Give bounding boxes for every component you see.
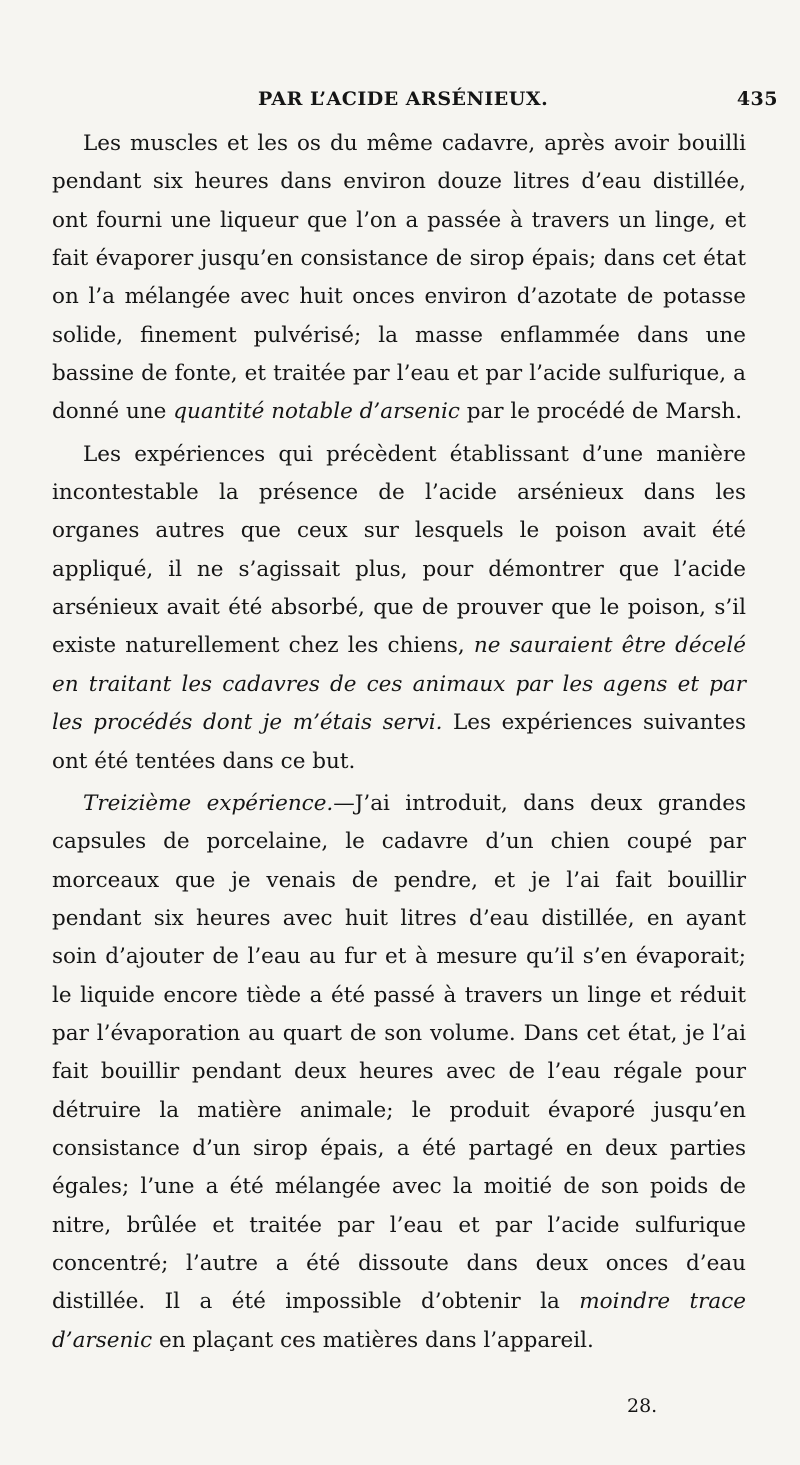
- running-head: [58, 88, 778, 118]
- paragraph-muscles: Les muscles et les os du même cadavre, après avoir bouilli pendant six heures dans environ douze litres d’eau distillée, ont fourni une liqueur que l’on a passée à travers un linge, et fait évaporer jusqu’en consistance de sirop épais; dans cet état on l’a mélangée avec huit onces environ d’azotate de potasse solide, finement pulvérisé; la masse enflammée dans une bassine de fonte, et traitée par l’eau et par l’acide sulfurique, a donné une quantité notable d’arsenic par le procédé de Marsh.: [52, 131, 746, 425]
- italic-phrase: ne sauraient être décelé en traitant les cadavres de ces animaux par les agens et par les procédés dont je m’étais servi.: [52, 633, 747, 736]
- page-number: 435: [736, 88, 778, 110]
- signature-mark: 28.: [627, 1395, 658, 1417]
- italic-phrase: quantité notable d’arsenic: [173, 399, 460, 425]
- paragraph-experiences: Les expériences qui précèdent établissant d’une manière incontestable la présence de l’acide arsénieux dans les organes autres que ceux sur lesquels le poison avait été appliqué, il ne s’agissait plus, pour démontrer que l’acide arsénieux avait été absorbé, que de prouver que le poison, s’il existe naturellement chez les chiens, ne sauraient être décelé en traitant les cadavres de ces animaux par les agens et par les procédés dont je m’étais servi. Les expériences suivantes ont été tentées dans ce but.: [52, 441, 747, 774]
- italic-phrase: moindre trace d’arsenic: [52, 1289, 746, 1353]
- body-text: [52, 125, 746, 1360]
- paragraph-treizieme: Treizième expérience.—J’ai introduit, dans deux grandes capsules de porcelaine, le cadavre d’un chien coupé par morceaux que je venais de pendre, et je l’ai fait bouillir pendant six heures avec huit litres d’eau distillée, en ayant soin d’ajouter de l’eau au fur et à mesure qu’il s’en évaporait; le liquide encore tiède a été passé à travers un linge et réduit par l’évaporation au quart de son volume. Dans cet état, je l’ai fait bouillir pendant deux heures avec de l’eau régale pour détruire la matière animale; le produit évaporé jusqu’en consistance d’un sirop épais, a été partagé en deux parties égales; l’une a été mélangée avec la moitié de son poids de nitre, brûlée et traitée par l’eau et par l’acide sulfurique concentré; l’autre a été dissoute dans deux onces d’eau distillée. Il a été impossible d’obtenir la moindre trace d’arsenic en plaçant ces matières dans l’appareil.: [52, 790, 746, 1353]
- experiment-heading: Treizième expérience.: [83, 790, 334, 816]
- running-title: PAR L’ACIDE ARSÉNIEUX.: [258, 88, 549, 110]
